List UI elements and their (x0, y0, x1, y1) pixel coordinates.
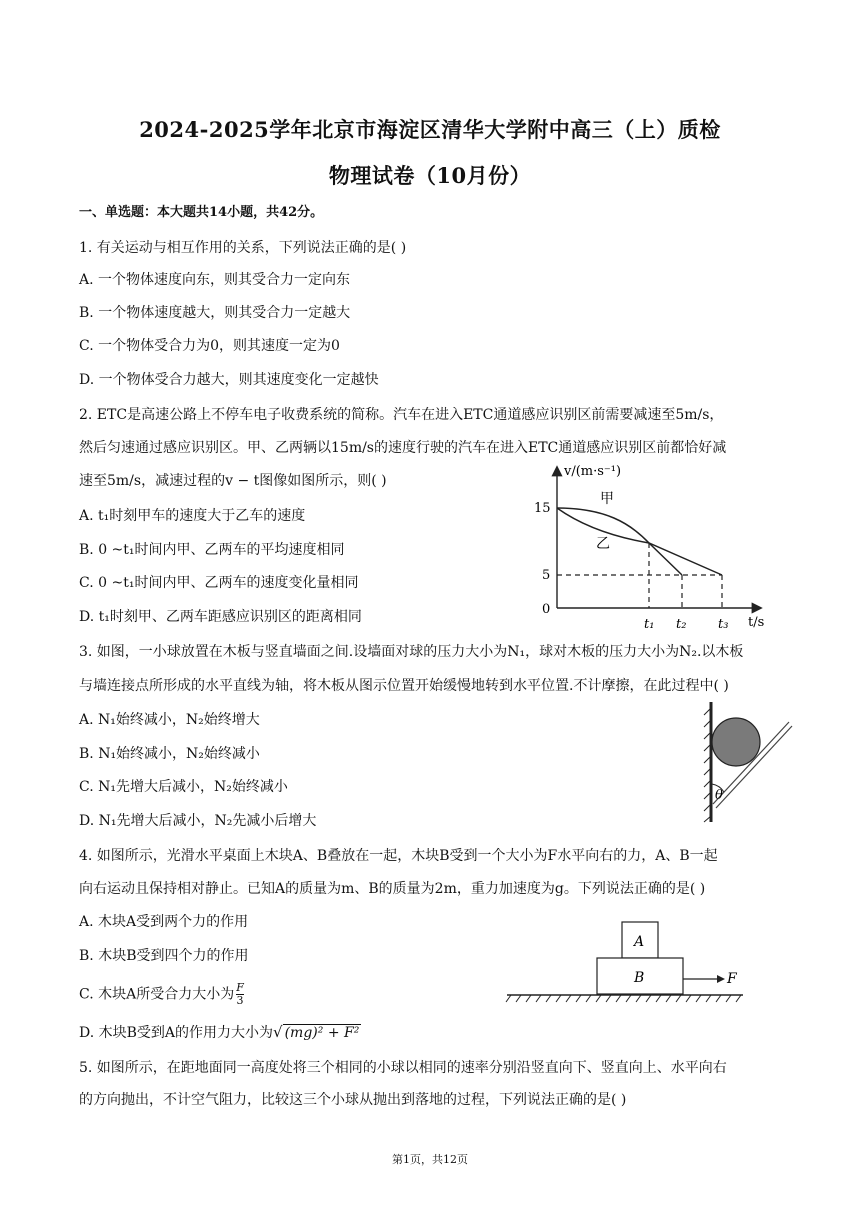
q4-stem-line2: 向右运动且保持相对静止。已知A的质量为m、B的质量为2m，重力加速度为g。下列说法正确的是( ) (79, 881, 706, 897)
q2-y-label: v/(m·s⁻¹) (564, 464, 622, 479)
q3-option-a: A. N₁始终减小，N₂始终增大 (79, 712, 260, 728)
q4-block-a-label: A (634, 934, 645, 950)
q1-option-d: D. 一个物体受合力越大，则其速度变化一定越快 (79, 372, 379, 388)
section-heading: 一、单选题：本大题共14小题，共42分。 (79, 205, 324, 220)
q4-fraction-num: F (236, 981, 244, 994)
q3-stem-line2: 与墙连接点所形成的水平直线为轴，将木板从图示位置开始缓慢地转到水平位置.不计摩擦，在此过程中( ) (79, 678, 729, 694)
page-footer: 第1页，共12页 (392, 1153, 468, 1166)
q2-x-tick-t3: t₃ (718, 617, 729, 632)
q4-ground-hatch (506, 995, 741, 1002)
exam-title: 2024-2025学年北京市海淀区清华大学附中高三（上）质检 (139, 117, 721, 142)
q2-curve-label-yi: 乙 (596, 536, 610, 552)
q4-force-label: F (727, 971, 737, 987)
q4-diagram (505, 918, 745, 1008)
q4-stem-line1: 4. 如图所示，光滑水平桌面上木块A、B叠放在一起，木块B受到一个大小为F水平向右的力，A、B一起 (79, 848, 718, 864)
q3-angle-label: θ (715, 788, 723, 803)
q3-stem-line1: 3. 如图，一小球放置在木板与竖直墙面之间.设墙面对球的压力大小为N₁，球对木板的压力大小为N₂.以木板 (79, 644, 744, 660)
q2-x-tick-t2: t₂ (676, 617, 687, 632)
q3-option-b: B. N₁始终减小，N₂始终减小 (79, 746, 260, 762)
q2-option-a: A. t₁时刻甲车的速度大于乙车的速度 (79, 508, 306, 524)
q4-option-b: B. 木块B受到四个力的作用 (79, 948, 249, 964)
q2-vt-graph (530, 458, 780, 638)
q2-option-d: D. t₁时刻甲、乙两车距感应识别区的距离相同 (79, 609, 362, 625)
q4-fraction (236, 982, 244, 1007)
q3-diagram (695, 700, 795, 825)
q4-radicand: (mg)² + F² (284, 1025, 360, 1041)
q4-option-c (79, 982, 244, 1007)
exam-subtitle: 物理试卷（10月份） (328, 163, 532, 188)
q2-stem-line3: 速至5m/s，减速过程的v − t图像如图所示，则( ) (79, 473, 387, 489)
q4-option-d (79, 1022, 361, 1043)
q2-curve-yi (557, 508, 722, 575)
q4-option-c-text: C. 木块A所受合力大小为 (79, 986, 235, 1003)
q5-stem-line2: 的方向抛出，不计空气阻力，比较这三个小球从抛出到落地的过程，下列说法正确的是( ) (79, 1092, 627, 1108)
q1-option-c: C. 一个物体受合力为0，则其速度一定为0 (79, 338, 340, 354)
q2-origin: 0 (542, 602, 551, 617)
q3-ball (712, 718, 760, 766)
q4-block-b-label: B (634, 970, 645, 986)
q1-option-a: A. 一个物体速度向东，则其受合力一定向东 (79, 272, 351, 288)
q4-fraction-den: 3 (236, 994, 244, 1007)
q2-curve-jia (557, 508, 682, 575)
q5-stem-line1: 5. 如图所示，在距地面同一高度处将三个相同的小球以相同的速率分别沿竖直向下、竖直向上、水平向右 (79, 1060, 727, 1076)
q4-option-a: A. 木块A受到两个力的作用 (79, 914, 249, 930)
q2-stem-line1: 2. ETC是高速公路上不停车电子收费系统的简称。汽车在进入ETC通道感应识别区前需要减速至5m/s， (79, 407, 724, 423)
q2-curve-label-jia: 甲 (600, 491, 614, 507)
q2-y-tick-15: 15 (534, 501, 551, 516)
q2-stem-line2: 然后匀速通过感应识别区。甲、乙两辆以15m/s的速度行驶的汽车在进入ETC通道感应识别区前都恰好减 (79, 440, 727, 456)
q3-option-d: D. N₁先增大后减小，N₂先减小后增大 (79, 813, 317, 829)
q3-option-c: C. N₁先增大后减小，N₂始终减小 (79, 779, 288, 795)
q1-option-b: B. 一个物体速度越大，则其受合力一定越大 (79, 305, 351, 321)
sqrt-symbol: √ (273, 1023, 283, 1041)
q4-option-d-text: D. 木块B受到A的作用力大小为 (79, 1025, 274, 1041)
q2-y-tick-5: 5 (542, 568, 551, 583)
q2-x-label: t/s (748, 615, 765, 630)
q2-x-tick-t1: t₁ (644, 617, 655, 632)
q2-option-b: B. 0 ~t₁时间内甲、乙两车的平均速度相同 (79, 542, 345, 558)
q1-stem: 1. 有关运动与相互作用的关系，下列说法正确的是( ) (79, 240, 407, 256)
q2-option-c: C. 0 ~t₁时间内甲、乙两车的速度变化量相同 (79, 575, 359, 591)
